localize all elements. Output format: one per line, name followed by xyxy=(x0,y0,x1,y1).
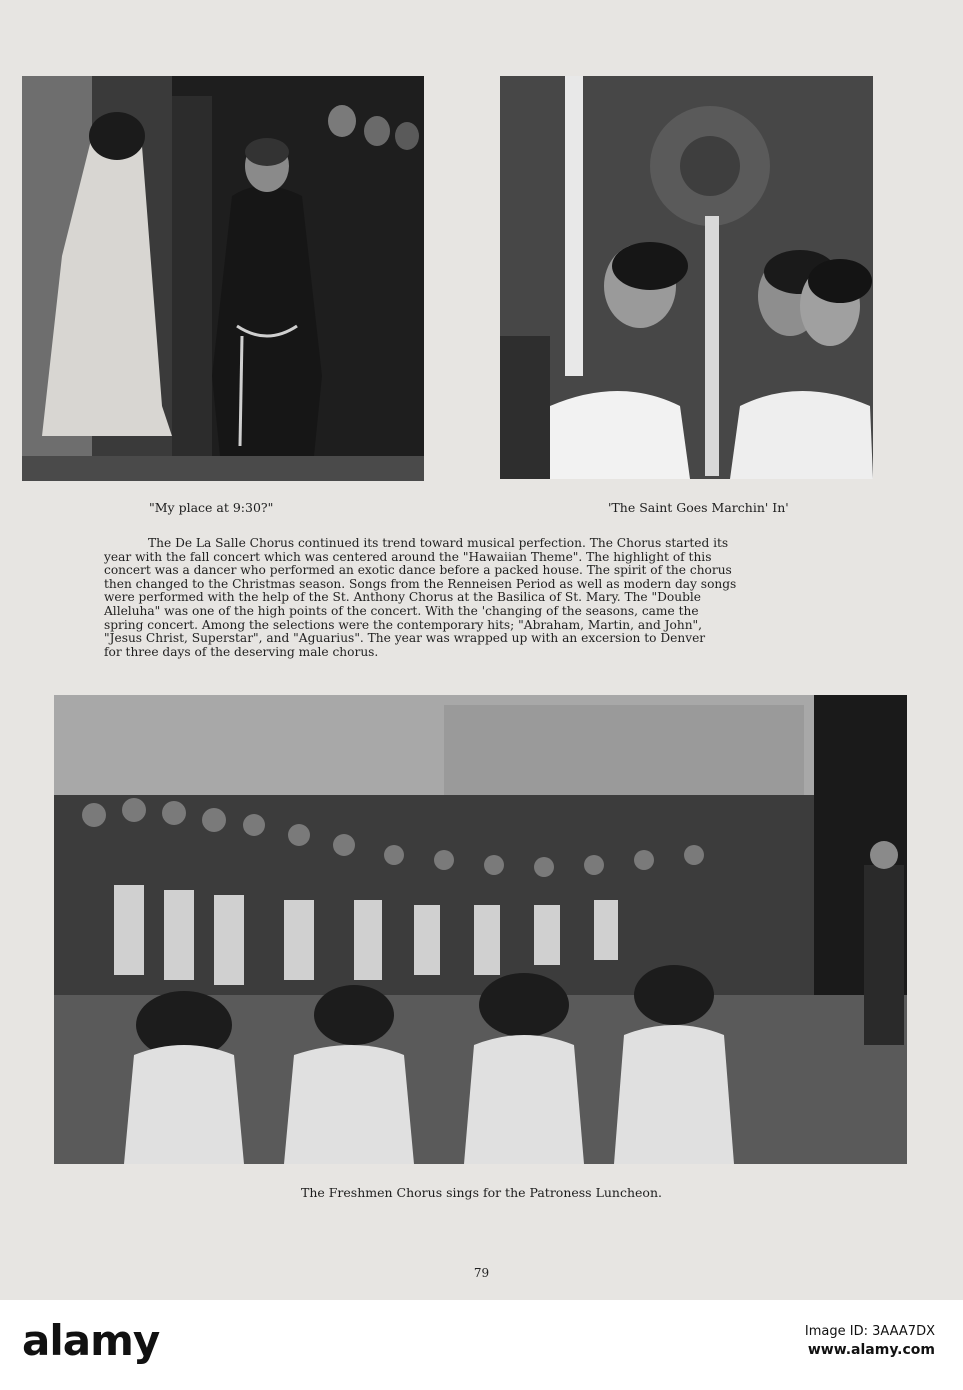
caption-bottom-photo: The Freshmen Chorus sings for the Patroness Luncheon. xyxy=(301,1185,662,1200)
article-line: year with the fall concert which was centered around the "Hawaiian Theme". The highlight of this xyxy=(104,549,712,564)
article-line: concert was a dancer who performed an exotic dance before a packed house. The spirit of the chorus xyxy=(104,563,732,578)
image-id-block xyxy=(805,1322,935,1360)
caption-right-photo: 'The Saint Goes Marchin' In' xyxy=(608,500,789,515)
page-number: 79 xyxy=(473,1266,490,1280)
article-line: were performed with the help of the St. Anthony Chorus at the Basilica of St. Mary. The "Double xyxy=(104,590,701,605)
stock-footer xyxy=(0,1300,963,1390)
article-line: "Jesus Christ, Superstar", and "Aguarius". The year was wrapped up with an excersion to Denver xyxy=(104,631,706,646)
caption-left-photo: "My place at 9:30?" xyxy=(149,500,274,515)
article-body xyxy=(104,537,864,659)
image-id-label: Image ID: 3AAA7DX xyxy=(804,1324,935,1339)
photo-procession-doorway xyxy=(22,76,424,481)
photo-freshmen-chorus-luncheon xyxy=(54,695,907,1164)
article-line: for three days of the deserving male chorus. xyxy=(104,644,379,659)
article-line: Alleluha" was one of the high points of the concert. With the 'changing of the seasons, came the xyxy=(104,603,699,618)
article-line: spring concert. Among the selections were the contemporary hits; "Abraham, Martin, and John", xyxy=(104,617,703,632)
alamy-logo: alamy xyxy=(22,1316,160,1365)
site-url: www.alamy.com xyxy=(807,1342,935,1358)
photo-candle-bearers xyxy=(500,76,873,479)
article-line: then changed to the Christmas season. Songs from the Renneisen Period as well as modern day songs xyxy=(104,576,737,591)
article-line: The De La Salle Chorus continued its trend toward musical perfection. The Chorus started its xyxy=(148,536,729,550)
